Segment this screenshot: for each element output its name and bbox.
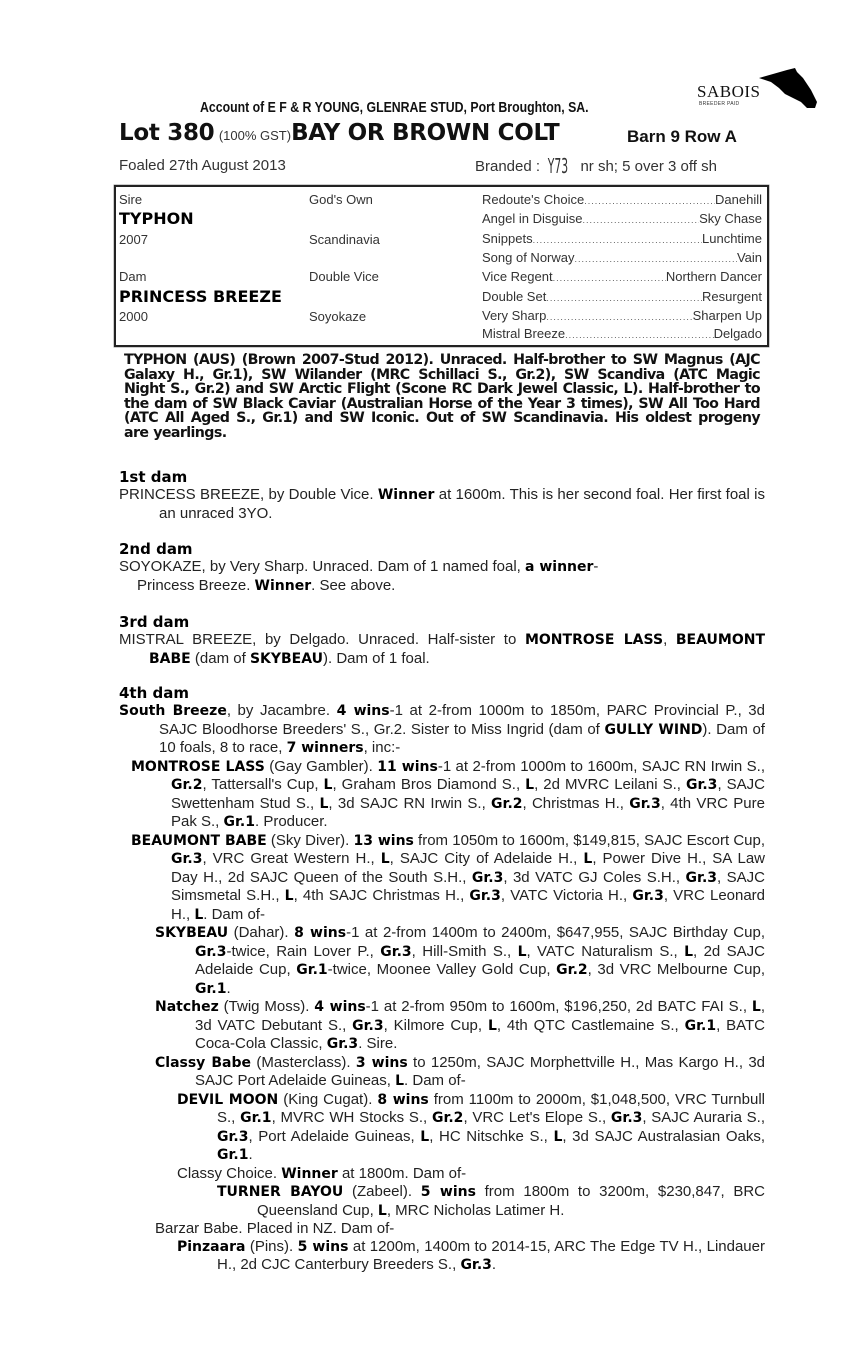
bold-text: Gr.3 xyxy=(610,1110,643,1126)
dam-sire: Double Vice xyxy=(309,269,379,284)
text: , 3d VATC Debutant S., xyxy=(195,998,765,1034)
family-entry xyxy=(159,1165,765,1184)
text: . Producer. xyxy=(255,813,328,830)
horse-name: BEAUMONT BABE xyxy=(131,832,267,849)
horse-head-icon xyxy=(757,68,817,110)
text: , Power Dive H., SA Law Day H., 2d SAJC Queen of the South S.H., xyxy=(171,850,766,886)
bold-text: GULLY WIND xyxy=(604,721,703,738)
bold-text: L xyxy=(517,943,527,960)
text: , 3d SAJC RN Irwin S., xyxy=(328,794,492,812)
bold-text: 11 wins xyxy=(377,758,438,775)
text: , MRC Nicholas Latimer H. xyxy=(386,1201,565,1219)
text: -twice, Moonee Valley Gold Cup, xyxy=(327,961,557,978)
bold-text: L xyxy=(377,1202,387,1219)
bold-text: Gr.3 xyxy=(352,1017,384,1034)
bold-text: Gr.2 xyxy=(491,795,523,812)
text: , SAJC Swettenham Stud S., xyxy=(171,776,765,812)
grandparent-row: Redoute's Choice ..... Danehill xyxy=(482,192,762,207)
grandparent-row: Angel in Disguise ..... Sky Chase xyxy=(482,211,762,226)
text: . xyxy=(491,1256,497,1273)
bold-text: L xyxy=(487,1017,497,1034)
bold-text: 13 wins xyxy=(353,832,414,849)
bold-text: 7 winners xyxy=(286,740,364,756)
text: -1 at 2-from 1000m to 1850m, PARC Provincial P., 3d SAJC Bloodhorse Breeders' S., Gr.2. Sister to Miss Ingrid (dam of xyxy=(159,702,765,738)
text: , VRC Let's Elope S., xyxy=(463,1109,611,1126)
text: , Christmas H., xyxy=(522,794,630,812)
text: , 2d MVRC Leilani S., xyxy=(534,776,686,793)
text: , Tattersall's Cup, xyxy=(202,776,324,793)
bold-text: L xyxy=(323,777,333,793)
sire-dam: Scandinavia xyxy=(309,232,380,247)
barn-location: Barn 9 Row A xyxy=(627,127,737,146)
bold-text: Gr.3 xyxy=(629,795,661,812)
bold-text: Gr.3 xyxy=(685,777,718,793)
second-dam-foal: Princess Breeze. Winner. See above. xyxy=(137,576,396,594)
horse-name: DEVIL MOON xyxy=(177,1091,279,1108)
text: -1 at 2-from 950m to 1600m, $196,250, 2d BATC FAI S., xyxy=(365,998,752,1015)
fourth-dam-heading: 4th dam xyxy=(119,684,189,702)
bold-text: 5 wins xyxy=(297,1238,349,1255)
bold-text: Gr.2 xyxy=(171,777,203,793)
logo-subtext: BREEDER PAID xyxy=(699,101,740,107)
text: , 4th QTC Castlemaine S., xyxy=(496,1016,685,1034)
text: (Zabeel). xyxy=(343,1183,421,1200)
bold-text: 4 wins xyxy=(336,703,390,719)
text: , Kilmore Cup, xyxy=(383,1016,488,1034)
family-entry xyxy=(159,1091,765,1165)
grandparent-row: Vice Regent ..... Northern Dancer xyxy=(482,269,762,284)
second-dam-section xyxy=(119,541,765,595)
text: , 3d VATC GJ Coles S.H., xyxy=(503,868,686,886)
text: (King Cugat). xyxy=(278,1090,378,1108)
bold-text: Gr.3 xyxy=(217,1128,249,1145)
third-dam-section xyxy=(119,614,765,668)
text: -1 at 2-from 1000m to 1600m, SAJC RN Irwin S., xyxy=(437,757,765,775)
grandparent-row: Very Sharp ..... Sharpen Up xyxy=(482,308,762,323)
text: at 1800m. Dam of- xyxy=(337,1164,467,1182)
bold-text: L xyxy=(319,795,329,812)
bold-text: L xyxy=(194,906,204,923)
branded-info xyxy=(475,154,717,178)
text: , VATC Naturalism S., xyxy=(526,942,685,960)
bold-text: L xyxy=(395,1073,405,1089)
bold-text: Gr.1 xyxy=(240,1110,272,1126)
text: (Masterclass). xyxy=(251,1053,356,1071)
bold-text: L xyxy=(284,888,294,904)
sire-label: Sire xyxy=(119,192,143,207)
bold-text: Gr.3 xyxy=(171,851,203,867)
horse-description: BAY OR BROWN COLT xyxy=(291,120,560,146)
text: from 1800m to 3200m, $230,847, BRC Queensland Cup, xyxy=(257,1183,766,1219)
third-dam-heading: 3rd dam xyxy=(119,613,190,631)
second-dam-heading: 2nd dam xyxy=(119,540,193,558)
text: , HC Nitschke S., xyxy=(429,1127,554,1145)
dam-year: 2000 xyxy=(119,309,148,324)
text: , 4th VRC Pure Pak S., xyxy=(171,794,765,830)
text: , SAJC Auraria S., xyxy=(642,1109,765,1126)
text: Classy Choice. xyxy=(177,1164,282,1182)
bold-text: L xyxy=(583,851,593,867)
gst-note: (100% GST) xyxy=(218,128,292,143)
text: , BATC Coca-Cola Classic, xyxy=(195,1016,766,1052)
bold-text: Gr.2 xyxy=(556,962,588,978)
dam-dam: Soyokaze xyxy=(309,309,367,324)
text: at 1200m, 1400m to 2014-15, ARC The Edge TV H., Lindauer H., 2d CJC Canterbury Breeders S., xyxy=(217,1237,765,1273)
text: (Sky Diver). xyxy=(266,831,354,849)
bold-text: Gr.1 xyxy=(217,1147,249,1163)
text: . Sire. xyxy=(358,1035,398,1052)
branded-detail: nr sh; 5 over 3 off sh xyxy=(580,158,717,175)
text: . xyxy=(248,1146,253,1163)
family-entry xyxy=(137,998,765,1054)
text: , MVRC WH Stocks S., xyxy=(271,1109,432,1126)
text: , 3d VRC Melbourne Cup, xyxy=(587,961,765,978)
family-entry xyxy=(119,758,765,832)
bold-text: Gr.1 xyxy=(296,962,328,978)
horse-name: Natchez xyxy=(155,999,219,1015)
bold-text: Gr.3 xyxy=(380,943,412,960)
family-entry xyxy=(137,924,765,998)
grandparent-row: Mistral Breeze ..... Delgado xyxy=(482,326,762,341)
text: to 1250m, SAJC Morphettville H., Mas Kargo H., 3d SAJC Port Adelaide Guineas, xyxy=(195,1053,766,1089)
text: ). Dam of 10 foals, 8 to race, xyxy=(159,720,765,756)
bold-text: 3 wins xyxy=(355,1054,408,1071)
text: , 4th SAJC Christmas H., xyxy=(293,887,470,904)
text: (Twig Moss). xyxy=(218,998,315,1015)
text: (Dahar). xyxy=(228,924,295,941)
sire-description: TYPHON (AUS) (Brown 2007-Stud 2012). Unraced. Half-brother to SW Magnus (AJC Galaxy H., Gr.1), SW Wilander (MRC Schillaci S., Gr.2), SW Scandiva (ATC Magic Night S., Gr.2) and SW Arctic Flight (Scone RC Dark Jewel Classic, L). Half-brother to the dam of SW Black Caviar (Australian Horse of the Year 3 times), SW All Too Hard (ATC All Aged S., Gr.1) and SW Iconic. Out of SW Scandinavia. His oldest progeny are yearlings. xyxy=(124,352,760,441)
text: , VRC Great Western H., xyxy=(202,850,381,867)
bold-text: L xyxy=(420,1128,430,1145)
first-dam-heading: 1st dam xyxy=(119,468,188,486)
fourth-dam-section xyxy=(119,685,765,1275)
horse-name: South Breeze xyxy=(119,703,227,719)
text: , Port Adelaide Guineas, xyxy=(248,1127,421,1145)
bold-text: Gr.3 xyxy=(326,1036,359,1052)
text: . Dam of- xyxy=(203,905,265,923)
bold-text: Gr.2 xyxy=(431,1110,464,1126)
lot-number: Lot 380 xyxy=(119,120,215,146)
family-entry xyxy=(119,702,765,758)
horse-name: SKYBEAU xyxy=(155,925,229,941)
second-dam-text: SOYOKAZE, by Very Sharp. Unraced. Dam of 1 named foal, a winner- xyxy=(119,558,599,575)
bold-text: L xyxy=(751,999,761,1015)
dam-label: Dam xyxy=(119,269,147,284)
family-entry xyxy=(137,1220,765,1238)
text: -twice, Rain Lover P., xyxy=(226,942,381,960)
grandparent-row: Double Set ..... Resurgent xyxy=(482,289,762,304)
family-entry xyxy=(119,832,765,925)
bold-text: Gr.1 xyxy=(684,1017,717,1034)
text: . xyxy=(226,979,231,997)
bold-text: 5 wins xyxy=(420,1184,476,1200)
text: , SAJC Simsmetal S.H., xyxy=(171,868,765,904)
sire-sire: God's Own xyxy=(309,192,373,207)
text: (Gay Gambler). xyxy=(264,757,378,775)
brand-mark: Y73 xyxy=(547,154,569,178)
horse-name: Pinzaara xyxy=(177,1238,246,1255)
text: (Pins). xyxy=(245,1237,298,1255)
grandparent-row: Song of Norway ..... Vain xyxy=(482,250,762,265)
text: from 1100m to 2000m, $1,048,500, VRC Turnbull S., xyxy=(217,1090,765,1126)
logo-text: SABOIS xyxy=(697,82,761,101)
pedigree-table xyxy=(114,185,769,347)
bold-text: L xyxy=(684,943,693,960)
text: . Dam of- xyxy=(404,1072,466,1089)
lot-line xyxy=(119,120,559,146)
text: , VRC Leonard H., xyxy=(171,887,766,923)
first-dam-section xyxy=(119,469,765,522)
text: , Hill-Smith S., xyxy=(411,942,518,960)
bold-text: L xyxy=(553,1128,563,1145)
dam-name: PRINCESS BREEZE xyxy=(119,287,282,306)
text: , SAJC City of Adelaide H., xyxy=(389,850,584,867)
text: , VATC Victoria H., xyxy=(500,887,633,904)
fourth-dam-entries xyxy=(119,702,765,1275)
branded-label: Branded : xyxy=(475,158,541,175)
grandparent-row: Snippets ..... Lunchtime xyxy=(482,231,762,246)
sire-name: TYPHON xyxy=(119,209,194,228)
text: from 1050m to 1600m, $149,815, SAJC Escort Cup, xyxy=(413,831,766,849)
horse-name: TURNER BAYOU xyxy=(217,1184,344,1200)
family-entry xyxy=(137,1054,765,1091)
foaled-date: Foaled 27th August 2013 xyxy=(119,157,286,174)
bold-text: Gr.3 xyxy=(471,869,504,886)
text: , inc:- xyxy=(363,739,401,756)
text: , 3d SAJC Australasian Oaks, xyxy=(562,1127,765,1145)
bold-text: L xyxy=(525,777,535,793)
bold-text: Gr.3 xyxy=(685,869,718,886)
vendor-account: Account of E F & R YOUNG, GLENRAE STUD, Port Broughton, SA. xyxy=(200,99,589,116)
family-entry xyxy=(199,1183,765,1220)
bold-text: L xyxy=(380,851,390,867)
horse-name: MONTROSE LASS xyxy=(131,758,265,775)
bold-text: Winner xyxy=(281,1165,338,1182)
bold-text: Gr.3 xyxy=(195,943,227,960)
text: , 2d SAJC Adelaide Cup, xyxy=(195,942,766,978)
text: Barzar Babe. Placed in NZ. Dam of- xyxy=(155,1220,395,1237)
bold-text: Gr.1 xyxy=(223,814,255,830)
bold-text: Gr.1 xyxy=(195,980,227,997)
bold-text: Gr.3 xyxy=(460,1257,492,1273)
horse-name: Classy Babe xyxy=(155,1054,251,1071)
family-entry xyxy=(159,1238,765,1275)
bold-text: Gr.3 xyxy=(632,888,664,904)
bold-text: 8 wins xyxy=(294,925,347,941)
sire-year: 2007 xyxy=(119,232,148,247)
text: , by Jacambre. xyxy=(226,702,337,719)
sabois-logo xyxy=(697,68,817,114)
bold-text: Gr.3 xyxy=(469,888,501,904)
first-dam-text: PRINCESS BREEZE, by Double Vice. Winner at 1600m. This is her second foal. Her first foal is an unraced 3YO. xyxy=(119,486,765,522)
text: , Graham Bros Diamond S., xyxy=(332,776,526,793)
text: -1 at 2-from 1400m to 2400m, $647,955, SAJC Birthday Cup, xyxy=(346,924,765,941)
third-dam-text: MISTRAL BREEZE, by Delgado. Unraced. Half-sister to MONTROSE LASS, BEAUMONT BABE (dam of SKYBEAU). Dam of 1 foal. xyxy=(119,631,765,667)
bold-text: 8 wins xyxy=(377,1091,429,1108)
bold-text: 4 wins xyxy=(314,999,366,1015)
